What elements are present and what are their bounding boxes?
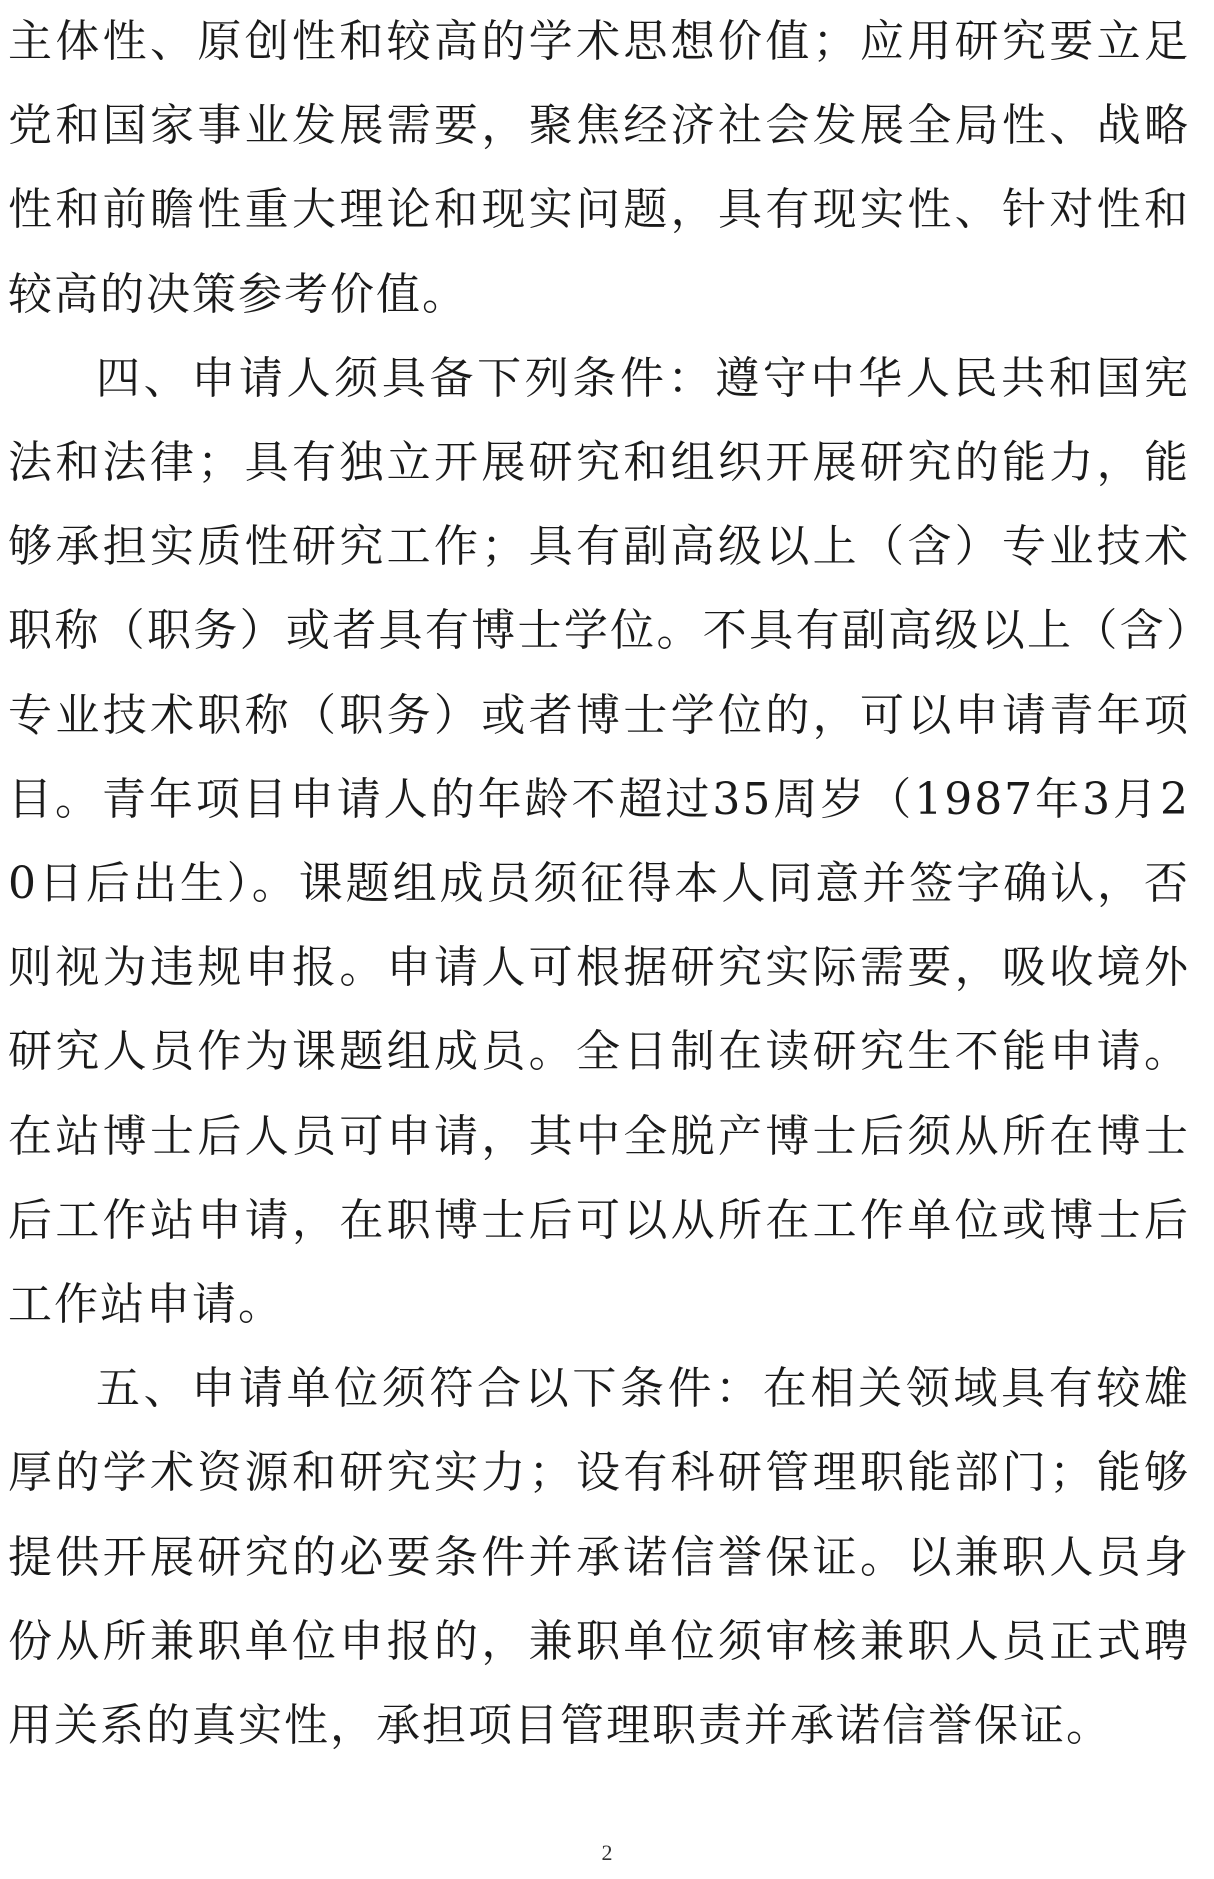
paragraph-institution-conditions: 五、申请单位须符合以下条件：在相关领域具有较雄厚的学术资源和研究实力；设有科研管理职能部门；能够提供开展研究的必要条件并承诺信誉保证。以兼职人员身份从所兼职单位申报的，兼职单位须审核兼职人员正式聘用关系的真实性，承担项目管理职责并承诺信誉保证。 [8,1363,1190,1752]
page-number: 2 [601,1840,613,1865]
paragraph-applicant-conditions: 四、申请人须具备下列条件：遵守中华人民共和国宪法和法律；具有独立开展研究和组织开展研究的能力，能够承担实质性研究工作；具有副高级以上（含）专业技术职称（职务）或者具有博士学位。不具有副高级以上（含）专业技术职称（职务）或者博士学位的，可以申请青年项目。青年项目申请人的年龄不超过35周岁（1987年3月20日后出生）。课题组成员须征得本人同意并签字确认，否则视为违规申报。申请人可根据研究实际需要，吸收境外研究人员作为课题组成员。全日制在读研究生不能申请。在站博士后人员可申请，其中全脱产博士后须从所在博士后工作站申请，在职博士后可以从所在工作单位或博士后工作站申请。 [8,352,1190,1331]
body-text [8,0,1190,1768]
paragraph-continuation: 主体性、原创性和较高的学术思想价值；应用研究要立足党和国家事业发展需要，聚焦经济社会发展全局性、战略性和前瞻性重大理论和现实问题，具有现实性、针对性和较高的决策参考价值。 [8,16,1190,320]
